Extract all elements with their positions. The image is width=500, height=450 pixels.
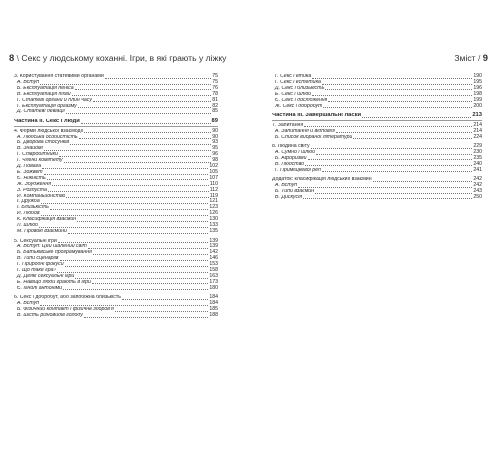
toc-leader-dots [44,173,209,175]
toc-page-number: 90 [212,127,218,134]
toc-section-entry [272,195,482,201]
toc-entry-title: Ґ. Секс і естетика [275,79,321,85]
toc-page-number: 230 [473,148,482,155]
right-table-of-contents [272,74,482,201]
toc-page-number: 139 [209,237,218,244]
toc-entry-title: Г. Статеві органи й плин часу [17,97,92,103]
toc-entry-title: Г. Приміщкевої реп [275,167,321,173]
toc-entry-title: А. Людська особистість [17,134,78,140]
toc-page-number: 229 [473,143,482,150]
toc-leader-dots [66,112,212,114]
toc-entry-title: Додаток: класифікація людських взаємин [272,177,372,183]
toc-page-number: 105 [209,168,218,175]
toc-leader-dots [84,316,209,318]
left-table-of-contents [14,74,218,319]
toc-page-number: 81 [212,96,218,103]
toc-leader-dots [304,125,472,127]
toc-page-number: 119 [209,192,218,199]
toc-leader-dots [308,158,473,160]
toc-page-number: 110 [209,180,218,187]
toc-leader-dots [322,170,472,172]
right-running-header [454,52,488,63]
toc-page-number: 185 [209,306,218,313]
toc-page-number: 76 [212,84,218,91]
toc-entry-title: А. Вступ: Цей шалений світ [17,244,87,250]
toc-page-number: 82 [212,102,218,109]
toc-entry-title: Б. Експлуатація пеніса [17,85,74,91]
toc-leader-dots [79,137,212,139]
toc-entry-title: Л. Шлюб [17,223,38,229]
toc-leader-dots [50,208,208,210]
toc-leader-dots [88,247,209,249]
toc-page-number: 121 [209,198,218,205]
toc-entry-title: А. Запитання й відповіді [275,128,335,134]
toc-entry-title: Д. Секс і близькість [275,85,325,91]
toc-leader-dots [41,202,209,204]
toc-leader-dots [323,106,472,108]
toc-page-number: 146 [209,255,218,262]
left-running-header [9,52,226,63]
right-page-number: 9 [482,52,488,63]
toc-entry-title: Б. Афоризми [275,155,307,161]
toc-entry-title: Д. Деякі сексуальні ігри [17,273,75,279]
toc-page-number: 135 [209,228,218,235]
toc-page-number: 195 [473,78,482,85]
toc-entry-title: Г. Природні фокуси [17,262,64,268]
toc-leader-dots [336,131,473,133]
toc-page-number: 190 [473,72,482,79]
toc-entry-title: В. Знайомі [17,146,43,152]
toc-leader-dots [47,178,209,180]
toc-page-number: 142 [209,249,218,256]
toc-page-number: 199 [473,96,482,103]
toc-leader-dots [39,226,208,228]
toc-entry-title: Е. Зожвет [17,169,43,175]
toc-leader-dots [65,265,209,267]
toc-entry-title: З. Розпуста [17,187,47,193]
toc-entry-title: Е. Навіщо люди грають в ігри [17,279,91,285]
toc-entry-title: А. Сумно і шлюб [275,149,316,155]
toc-leader-dots [70,143,211,145]
toc-leader-dots [305,164,472,166]
toc-part-heading [272,113,482,119]
part-heading-rule [14,126,218,127]
toc-page-number: 243 [473,187,482,194]
toc-leader-dots [93,100,211,102]
toc-leader-dots [44,149,211,151]
toc-page-number: 153 [209,261,218,268]
toc-page-number: 102 [209,163,218,170]
toc-entry-title: 4. Форми людської взаємодії [14,128,84,134]
toc-entry-title: Д. Статеві девіації [17,109,65,115]
toc-entry-title: 5. Сексуальні ігри [14,238,57,244]
toc-entry-title: В. Типи сценаріїв [17,256,59,262]
toc-entry-title: Ж. Збудження [17,181,52,187]
toc-page-number: 158 [209,267,218,274]
toc-page-number: 98 [212,157,218,164]
toc-leader-dots [64,161,212,163]
toc-leader-dots [115,310,209,312]
toc-entry-title: 3. Користування статевими органами [14,73,104,79]
toc-leader-dots [105,77,211,79]
toc-entry-title: Г. Співробітники [17,152,58,158]
toc-entry-title: А. Вступ [17,79,40,85]
toc-entry-title: 8. Людина світу [272,144,310,150]
toc-page-number: 126 [209,210,218,217]
right-page [252,0,500,450]
toc-leader-dots [315,192,472,194]
toc-page-number: 75 [212,78,218,85]
contents-label: Зміст [454,53,476,63]
toc-entry-title: К. Класифікація взаємин [17,217,77,223]
toc-leader-dots [58,241,209,243]
toc-page-number: 188 [209,311,218,318]
toc-page-number: 241 [473,166,482,173]
toc-page-number: 196 [473,84,482,91]
toc-page-number: 224 [473,133,482,140]
toc-leader-dots [92,282,208,284]
toc-page-number: 85 [212,108,218,115]
toc-entry-title: В. Експлуатація піхви [17,91,71,97]
toc-entry-title: В. Людство [275,161,305,167]
toc-entry-title: Б. Типи взаємин [275,188,315,194]
toc-page-number: 112 [209,186,218,193]
toc-leader-dots [325,88,472,90]
left-page [0,0,248,450]
toc-leader-dots [42,167,208,169]
left-header-separator: \ [16,53,19,63]
toc-entry-title: Б. Дворова стосунків [17,140,70,146]
toc-leader-dots [66,196,208,198]
toc-leader-dots [93,253,208,255]
toc-leader-dots [84,131,211,133]
toc-page-number: 242 [473,176,482,183]
toc-page-number: 123 [209,204,218,211]
toc-entry-title: Частина ІІІ. Завершальні ласки [272,113,362,119]
toc-page-number: 184 [209,300,218,307]
toc-leader-dots [316,153,472,155]
toc-leader-dots [353,137,472,139]
toc-entry-title: Ґ. Що таке гра? [17,268,57,274]
toc-page-number: 90 [212,133,218,140]
toc-page-number: 78 [212,90,218,97]
toc-page-number: 173 [209,278,218,285]
toc-page-number: 107 [209,174,218,181]
right-header-separator: / [478,53,481,63]
left-page-number: 8 [9,52,15,63]
toc-entry-title: Ґ. Члени комітету [17,158,63,164]
toc-page-number: 214 [473,127,482,134]
toc-leader-dots [48,190,209,192]
toc-leader-dots [312,77,472,79]
toc-entry-title: Є. Секс і дослідження [275,97,328,103]
toc-page-number: 130 [209,216,218,223]
toc-leader-dots [303,197,472,199]
toc-page-number: 133 [209,222,218,229]
toc-page-number: 180 [209,284,218,291]
toc-leader-dots [40,83,211,85]
toc-entry-title: Є. Ігнолі антоніми [17,285,63,291]
toc-entry-title: Б. Список вибраної літератури [275,134,353,140]
toc-leader-dots [373,180,473,182]
part-heading-rule [272,120,482,121]
toc-leader-dots [57,271,208,273]
toc-entry-title: Г. Секс і етика [275,73,312,79]
toc-page-number: 139 [209,243,218,250]
toc-leader-dots [81,122,211,124]
toc-leader-dots [122,298,208,300]
toc-page-number: 240 [473,160,482,167]
toc-entry-title: И. Компаньйонство [17,193,66,199]
toc-leader-dots [311,147,473,149]
toc-entry-title: Є. Ніжність [17,175,46,181]
toc-entry-title: Б. Фізичний контакт і фізичне здоров'я [17,307,114,313]
toc-page-number: 242 [473,182,482,189]
toc-section-entry [14,313,218,319]
toc-entry-title: Ґ. Експлуатація оргазму [17,103,77,109]
toc-entry-title: Б. Батьківське програмування [17,250,92,256]
toc-page-number: 95 [212,145,218,152]
toc-leader-dots [59,155,211,157]
toc-leader-dots [41,214,209,216]
toc-leader-dots [63,288,208,290]
toc-leader-dots [40,304,208,306]
toc-leader-dots [328,100,472,102]
toc-leader-dots [362,116,471,118]
toc-page-number: 250 [473,193,482,200]
toc-leader-dots [298,186,472,188]
toc-page-number: 93 [212,139,218,146]
toc-page-number: 89 [211,117,218,124]
toc-page-number: 96 [212,151,218,158]
toc-page-number: 184 [209,294,218,301]
toc-leader-dots [78,106,211,108]
toc-entry-title: А. Вступ [17,301,40,307]
toc-part-heading [14,119,218,125]
toc-leader-dots [68,232,209,234]
toc-entry-title: В. Дискусія [275,194,303,200]
toc-entry-title: І. Дружба [17,199,40,205]
toc-entry-title: В. Шість різновидів голоду [17,312,83,318]
toc-page-number: 75 [212,72,218,79]
toc-entry-title: Д. Повага [17,164,42,170]
toc-entry-title: 7. Запитання [272,122,304,128]
toc-page-number: 163 [209,272,218,279]
toc-leader-dots [75,88,212,90]
book-title: Секс у людському коханні. Ігри, в які грають у ліжку [21,53,227,63]
toc-entry-title: Й. Любов [17,211,40,217]
toc-leader-dots [322,83,472,85]
toc-entry-title: 6. Секс і добробут, або запобіжна близькість [14,295,121,301]
toc-page-number: 198 [473,90,482,97]
toc-entry-title: Ї. Близькість [17,205,49,211]
toc-leader-dots [312,94,472,96]
toc-entry-title: М. Провокі взаємини [17,229,67,235]
toc-page-number: 200 [473,102,482,109]
toc-entry-title: Частина ІІ. Секс і люди [14,118,80,124]
toc-page-number: 214 [473,121,482,128]
toc-leader-dots [72,94,212,96]
toc-entry-title: Ж. Секс і добробут [275,103,323,109]
toc-leader-dots [60,259,209,261]
toc-leader-dots [52,184,209,186]
toc-leader-dots [75,277,208,279]
toc-page-number: 213 [472,112,482,119]
toc-page-number: 235 [473,154,482,161]
toc-entry-title: Е. Секс і шлюб [275,91,312,97]
toc-entry-title: А. Вступ [275,183,298,189]
toc-leader-dots [77,220,208,222]
